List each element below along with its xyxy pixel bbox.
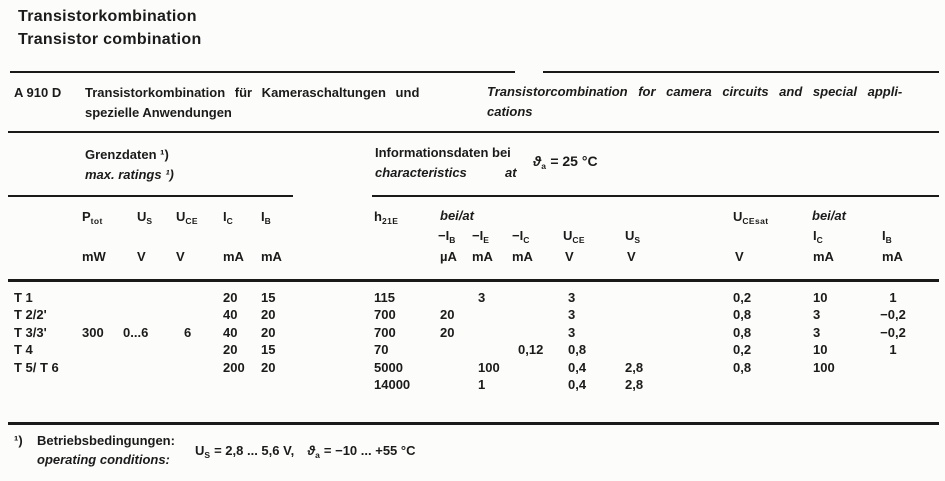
rule-under-description	[8, 131, 939, 133]
cell-ib-max: 15	[261, 290, 276, 305]
rule-table-bottom	[8, 422, 939, 425]
cell-ucesat: 0,2	[733, 290, 752, 305]
ambient-temperature	[533, 153, 598, 171]
cell-uce-max: 6	[184, 325, 192, 340]
unit-minus-ie: mA	[472, 249, 493, 264]
footnote-us-base: U	[195, 443, 205, 458]
col-header-minus-ie	[472, 228, 489, 245]
cell-ic: 10	[813, 342, 828, 357]
uce-mid-base: U	[563, 228, 573, 243]
cell-ic: 3	[813, 307, 821, 322]
unit-us: V	[137, 249, 146, 264]
part-description-en-line1: Transistorcombination for camera circuits and special appli-	[487, 84, 903, 99]
cell-ic: 3	[813, 325, 821, 340]
ib-right-base: I	[882, 228, 886, 243]
cell-ib-max: 20	[261, 307, 276, 322]
footnote-theta-value: = −10 ... +55 °C	[323, 443, 416, 458]
cell-ic-max: 200	[223, 360, 245, 375]
h21e-base: h	[374, 209, 382, 224]
col-header-ic	[223, 209, 233, 226]
cell-ic-max: 40	[223, 307, 238, 322]
rule-top-right	[543, 71, 939, 73]
minus-ib-base: −I	[438, 228, 450, 243]
theta-symbol: ϑ	[533, 153, 542, 169]
minus-ie-sub: E	[483, 235, 490, 245]
ucesat-sub: CEsat	[742, 216, 769, 226]
ic-right-sub: C	[816, 235, 824, 245]
minus-ic-base: −I	[512, 228, 524, 243]
section-characteristics-at: at	[505, 165, 517, 180]
ic-right-base: I	[813, 228, 817, 243]
uce-mid-sub: CE	[572, 235, 585, 245]
col-header-ucesat	[733, 209, 768, 226]
col-header-us	[137, 209, 152, 226]
ic-sub: C	[226, 216, 234, 226]
part-description-de-line2: spezielle Anwendungen	[85, 105, 232, 120]
footnote-conditions	[195, 443, 415, 460]
us-sub: S	[146, 216, 153, 226]
section-characteristics-en: characteristics	[375, 165, 467, 180]
cell-ucesat: 0,2	[733, 342, 752, 357]
rule-characteristics	[372, 195, 939, 197]
cell-ib: −0,2	[880, 325, 906, 340]
cell-h21e: 700	[374, 325, 396, 340]
unit-minus-ic: mA	[512, 249, 533, 264]
cell-minus-ie: 100	[478, 360, 500, 375]
rule-ratings	[8, 195, 293, 197]
col-header-ptot	[82, 209, 103, 226]
row-label: T 2/2'	[14, 307, 47, 322]
cell-ic-max: 40	[223, 325, 238, 340]
cell-ic: 100	[813, 360, 835, 375]
table-row-t2	[0, 307, 945, 324]
unit-ptot: mW	[82, 249, 106, 264]
cell-ib-max: 15	[261, 342, 276, 357]
ib-base: I	[261, 209, 265, 224]
cell-ib-max: 20	[261, 325, 276, 340]
cell-minus-ie: 3	[478, 290, 486, 305]
col-header-ib-right	[882, 228, 892, 245]
us-mid-base: U	[625, 228, 635, 243]
unit-uce: V	[176, 249, 185, 264]
footnote-marker: ¹)	[14, 433, 23, 448]
row-label: T 3/3'	[14, 325, 47, 340]
footnote-us-value: = 2,8 ... 5,6 V,	[214, 443, 295, 458]
footnote-label-de: Betriebsbedingungen:	[37, 433, 175, 448]
cell-h21e: 14000	[374, 377, 411, 392]
cell-ucesat: 0,8	[733, 325, 752, 340]
part-number: A 910 D	[14, 85, 62, 100]
uce-base: U	[176, 209, 186, 224]
cell-uce: 0,4	[568, 377, 587, 392]
footnote-us-sub: S	[204, 450, 211, 460]
cell-ic: 10	[813, 290, 828, 305]
h21e-sub: 21E	[381, 216, 399, 226]
col-header-ic-right	[813, 228, 823, 245]
theta-sub: a	[541, 161, 547, 171]
cell-uce: 3	[568, 307, 576, 322]
unit-ic: mA	[223, 249, 244, 264]
unit-ic-right: mA	[813, 249, 834, 264]
unit-minus-ib: µA	[440, 249, 457, 264]
unit-uce-mid: V	[565, 249, 574, 264]
cell-minus-ib: 20	[440, 325, 455, 340]
footnote-theta-base: ϑ	[307, 443, 316, 458]
cell-uce: 0,4	[568, 360, 587, 375]
unit-ib: mA	[261, 249, 282, 264]
unit-us-mid: V	[627, 249, 636, 264]
unit-ib-right: mA	[882, 249, 903, 264]
us-mid-sub: S	[634, 235, 641, 245]
table-row-t1	[0, 290, 945, 307]
cell-us: 2,8	[625, 377, 644, 392]
ucesat-base: U	[733, 209, 743, 224]
cell-uce: 3	[568, 290, 576, 305]
cell-ptot: 300	[82, 325, 104, 340]
cell-ucesat: 0,8	[733, 360, 752, 375]
ic-base: I	[223, 209, 227, 224]
col-header-ib	[261, 209, 271, 226]
cell-ib: −0,2	[880, 307, 906, 322]
cell-minus-ie: 1	[478, 377, 486, 392]
cell-ic-max: 20	[223, 342, 238, 357]
cell-h21e: 700	[374, 307, 396, 322]
cell-h21e: 115	[374, 290, 395, 305]
cell-ib: 1	[889, 342, 897, 357]
table-row-t5-t6-cont	[0, 377, 945, 394]
uce-sub: CE	[185, 216, 198, 226]
minus-ib-sub: B	[449, 235, 456, 245]
col-header-minus-ib	[438, 228, 456, 245]
cell-uce: 0,8	[568, 342, 587, 357]
cell-uce: 3	[568, 325, 576, 340]
rule-header-bottom	[8, 279, 939, 282]
page-title-en: Transistor combination	[18, 31, 202, 48]
cell-ib: 1	[889, 290, 897, 305]
col-header-bei-at-mid: bei/at	[440, 208, 474, 223]
cell-minus-ic: 0,12	[518, 342, 544, 357]
page-title-de: Transistorkombination	[18, 8, 197, 25]
section-ratings-de: Grenzdaten ¹)	[85, 147, 169, 162]
cell-h21e: 70	[374, 342, 389, 357]
ptot-sub: tot	[90, 216, 103, 226]
part-description-en-line2: cations	[487, 104, 533, 119]
cell-ucesat: 0,8	[733, 307, 752, 322]
part-description-de-line1: Transistorkombination für Kameraschaltungen und	[85, 85, 420, 100]
ib-sub: B	[264, 216, 272, 226]
footnote-label-en: operating conditions:	[37, 452, 170, 467]
unit-ucesat: V	[735, 249, 744, 264]
cell-ic-max: 20	[223, 290, 238, 305]
ptot-base: P	[82, 209, 91, 224]
section-characteristics-de: Informationsdaten bei	[375, 145, 511, 160]
cell-h21e: 5000	[374, 360, 403, 375]
ib-right-sub: B	[885, 235, 893, 245]
theta-value: = 25 °C	[550, 153, 598, 169]
minus-ie-base: −I	[472, 228, 484, 243]
row-label: T 5/ T 6	[14, 360, 59, 375]
cell-minus-ib: 20	[440, 307, 455, 322]
cell-us: 2,8	[625, 360, 644, 375]
table-row-t4	[0, 342, 945, 359]
us-base: U	[137, 209, 147, 224]
section-ratings-en: max. ratings ¹)	[85, 167, 174, 182]
table-row-t3	[0, 325, 945, 342]
row-label: T 4	[14, 342, 33, 357]
col-header-minus-ic	[512, 228, 530, 245]
table-row-t5-t6	[0, 360, 945, 377]
rule-top-left	[10, 71, 515, 73]
col-header-h21e	[374, 209, 398, 226]
col-header-uce	[176, 209, 198, 226]
row-label: T 1	[14, 290, 33, 305]
cell-ib-max: 20	[261, 360, 276, 375]
col-header-uce-mid	[563, 228, 585, 245]
col-header-us-mid	[625, 228, 640, 245]
footnote-theta-sub: a	[315, 450, 321, 460]
col-header-bei-at-right: bei/at	[812, 208, 846, 223]
minus-ic-sub: C	[523, 235, 530, 245]
cell-us-range: 0...6	[123, 325, 149, 340]
